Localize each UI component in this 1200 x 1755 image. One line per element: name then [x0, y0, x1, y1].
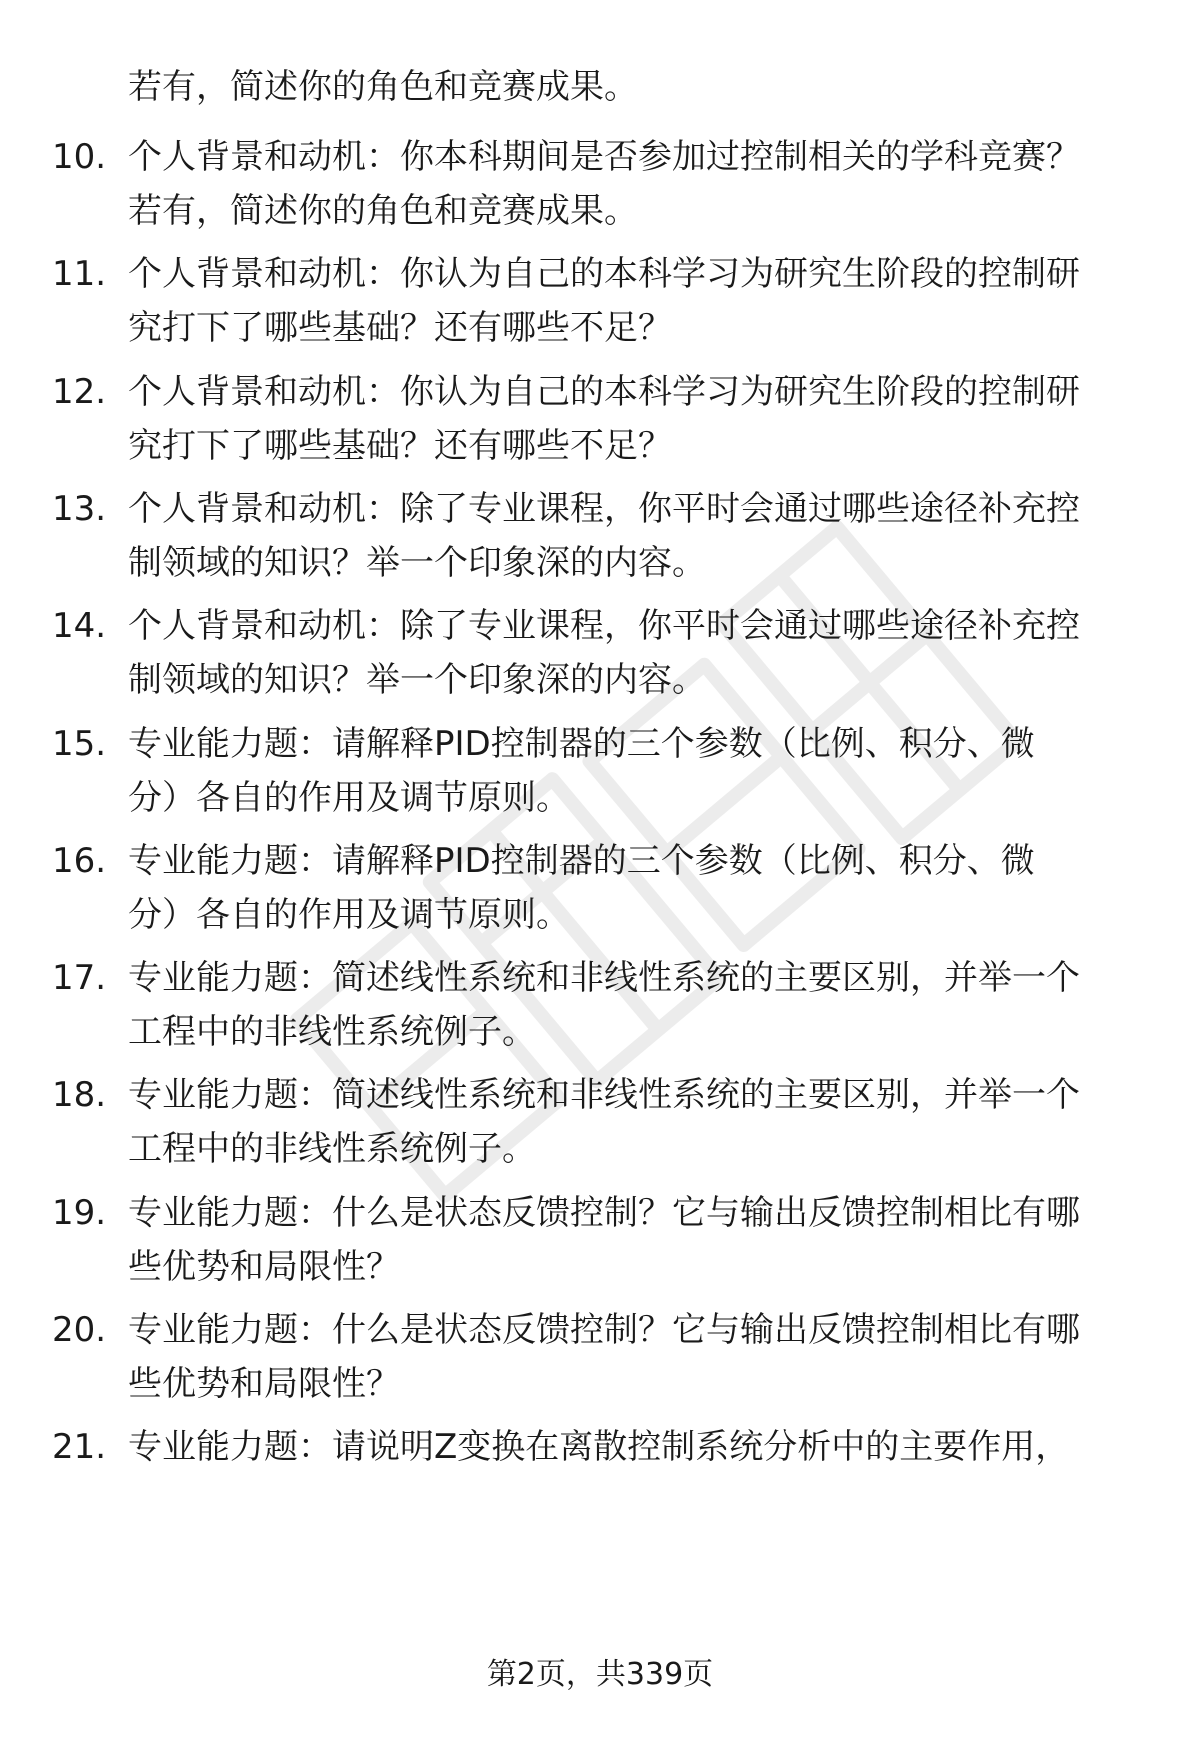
item-text-line: 究打下了哪些基础？还有哪些不足？	[128, 308, 672, 349]
item-text-line: 工程中的非线性系统例子。	[128, 1012, 536, 1053]
item-text-line: 些优势和局限性？	[128, 1246, 400, 1287]
item-number: 18.	[52, 1075, 107, 1116]
item-text-line: 专业能力题：请解释PID控制器的三个参数（比例、积分、微	[128, 840, 1035, 881]
item-text	[128, 482, 1143, 590]
item-text-line: 专业能力题：请解释PID控制器的三个参数（比例、积分、微	[128, 723, 1035, 764]
item-number: 14.	[52, 606, 107, 647]
continued-line: 若有，简述你的角色和竞赛成果。	[128, 67, 638, 107]
item-text	[128, 599, 1143, 707]
item-text-line: 个人背景和动机：除了专业课程，你平时会通过哪些途径补充控	[128, 606, 1080, 647]
list-item	[0, 365, 1200, 481]
item-text	[128, 1186, 1143, 1294]
list-item	[0, 130, 1200, 246]
item-text-line: 专业能力题：什么是状态反馈控制？它与输出反馈控制相比有哪	[128, 1310, 1080, 1350]
item-text	[128, 1420, 1143, 1474]
item-text	[128, 1303, 1143, 1411]
list-item	[0, 1303, 1200, 1419]
item-text-line: 分）各自的作用及调节原则。	[128, 777, 570, 818]
item-number: 19.	[52, 1192, 107, 1233]
item-text-line: 专业能力题：简述线性系统和非线性系统的主要区别，并举一个	[128, 958, 1080, 999]
list-item	[0, 951, 1200, 1067]
page-number: 第2页，共339页	[486, 1657, 714, 1692]
item-text-line: 专业能力题：简述线性系统和非线性系统的主要区别，并举一个	[128, 1075, 1080, 1116]
item-text-line: 工程中的非线性系统例子。	[128, 1129, 536, 1170]
item-number: 15.	[52, 723, 107, 764]
item-text	[128, 365, 1143, 473]
item-text-line: 专业能力题：什么是状态反馈控制？它与输出反馈控制相比有哪	[128, 1192, 1080, 1233]
item-number: 13.	[52, 488, 107, 529]
list-item	[0, 247, 1200, 363]
item-number: 17.	[52, 958, 107, 999]
list-item	[0, 717, 1200, 833]
item-number: 16.	[52, 840, 107, 881]
list-item	[0, 1186, 1200, 1302]
item-text	[128, 951, 1143, 1059]
item-text-line: 制领域的知识？举一个印象深的内容。	[128, 660, 706, 701]
item-text-line: 究打下了哪些基础？还有哪些不足？	[128, 425, 672, 466]
item-text-line: 制领域的知识？举一个印象深的内容。	[128, 542, 706, 583]
item-text-line: 专业能力题：请说明Z变换在离散控制系统分析中的主要作用，	[128, 1427, 1070, 1468]
item-number: 21.	[52, 1427, 107, 1468]
list-item	[0, 599, 1200, 715]
list-item	[0, 482, 1200, 598]
item-number: 12.	[52, 371, 107, 412]
item-text-line: 个人背景和动机：除了专业课程，你平时会通过哪些途径补充控	[128, 488, 1080, 529]
item-text-line: 些优势和局限性？	[128, 1364, 400, 1404]
item-text-line: 个人背景和动机：你认为自己的本科学习为研究生阶段的控制研	[128, 371, 1080, 412]
item-text	[128, 247, 1143, 355]
list-item	[0, 1068, 1200, 1184]
item-text-line: 若有，简述你的角色和竞赛成果。	[128, 191, 638, 231]
item-text	[128, 834, 1143, 942]
item-text	[128, 130, 1143, 238]
item-text	[128, 1068, 1143, 1176]
item-text-line: 个人背景和动机：你认为自己的本科学习为研究生阶段的控制研	[128, 254, 1080, 295]
item-number: 11.	[52, 254, 107, 295]
item-text-line: 个人背景和动机：你本科期间是否参加过控制相关的学科竞赛？	[128, 137, 1080, 177]
item-number: 10.	[52, 137, 107, 177]
item-text	[128, 717, 1143, 825]
list-item	[0, 834, 1200, 950]
item-number: 20.	[52, 1310, 107, 1350]
item-text-line: 分）各自的作用及调节原则。	[128, 894, 570, 935]
list-item	[0, 1420, 1200, 1536]
